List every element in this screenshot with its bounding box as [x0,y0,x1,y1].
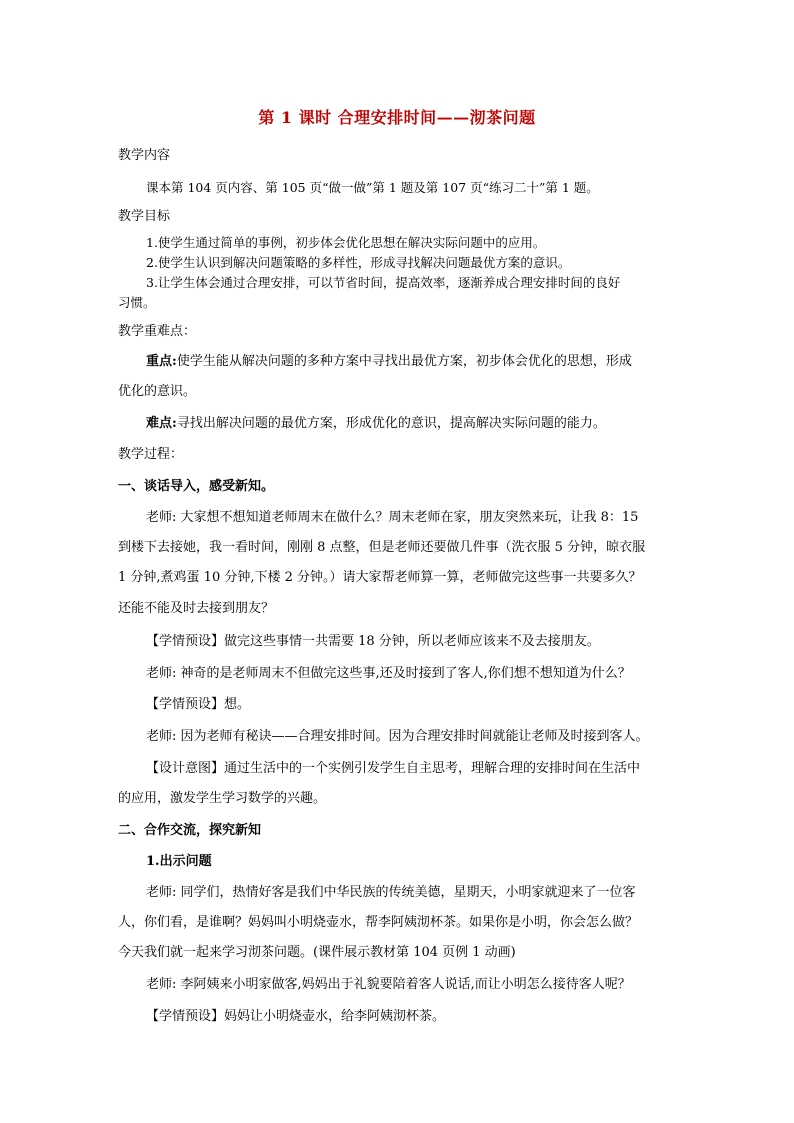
section-heading-goals: 教学目标 [118,209,171,224]
content-text: 课本第 104 页内容、第 105 页“做一做”第 1 题及第 107 页“练习二十”第 1 题。 [146,180,599,195]
part1-heading: 一、谈话导入，感受新知。 [118,479,275,494]
paragraph-line: 【设计意图】通过生活中的一个实例引发学生自主思考，理解合理的安排时间在生活中 [146,761,641,776]
difficulty-label: 难点: [146,416,177,431]
paragraph-line: 1 分钟,煮鸡蛋 10 分钟,下楼 2 分钟。）请大家帮老师算一算，老师做完这些事一共要多久？ [118,570,642,585]
goal-item-3-cont: 习惯。 [118,295,156,310]
paragraph-line: 老师: 李阿姨来小明家做客,妈妈出于礼貌要陪着客人说话,而让小明怎么接待客人呢？ [146,977,631,992]
key-point-text-cont: 优化的意识。 [118,384,197,399]
paragraph-line: 【学情预设】做完这些事情一共需要 18 分钟，所以老师应该来不及去接朋友。 [146,634,600,649]
section-heading-key: 教学重难点： [118,324,197,339]
paragraph-line: 老师: 因为老师有秘诀——合理安排时间。因为合理安排时间就能让老师及时接到客人。 [146,729,649,744]
paragraph-line: 老师: 大家想不想知道老师周末在做什么？周末老师在家，朋友突然来玩，让我 8：15 [146,510,639,525]
paragraph-line: 【学情预设】妈妈让小明烧壶水，给李阿姨沏杯茶。 [146,1009,446,1024]
part2-sub-heading: 1.出示问题 [146,854,212,869]
goal-item-1: 1.使学生通过简单的事例，初步体会优化思想在解决实际问题中的应用。 [146,235,546,250]
section-heading-process: 教学过程： [118,447,184,462]
paragraph-line: 老师: 同学们，热情好客是我们中华民族的传统美德，星期天，小明家就迎来了一位客 [146,885,636,900]
difficulty-text: 寻找出解决问题的最优方案，形成优化的意识，提高解决实际问题的能力。 [176,416,606,431]
paragraph-line: 还能不能及时去接到朋友？ [118,601,275,616]
part2-heading: 二、合作交流，探究新知 [118,823,262,838]
difficulty-line [146,414,678,434]
paragraph-line: 到楼下去接她，我一看时间，刚刚 8 点整，但是老师还要做几件事（洗衣服 5 分钟，晾衣服 [118,540,646,555]
paragraph-line: 人，你们看，是谁啊？妈妈叫小明烧壶水，帮李阿姨沏杯茶。如果你是小明，你会怎么做？ [118,915,639,930]
paragraph-line: 【学情预设】想。 [146,697,251,712]
section-heading-content: 教学内容 [118,148,171,163]
key-point-label: 重点: [146,354,177,369]
paragraph-line: 今天我们就一起来学习沏茶问题。(课件展示教材第 104 页例 1 动画) [118,945,516,960]
page-title: 第 1 课时 合理安排时间——沏茶问题 [258,108,536,127]
paragraph-line: 老师: 神奇的是老师周末不但做完这些事,还及时接到了客人,你们想不想知道为什么？ [146,666,631,681]
paragraph-line: 的应用，激发学生学习数学的兴趣。 [118,791,327,806]
key-point-line [146,352,678,372]
goal-item-2: 2.使学生认识到解决问题策略的多样性，形成寻找解决问题最优方案的意识。 [146,255,571,270]
key-point-text: 使学生能从解决问题的多种方案中寻找出最优方案，初步体会优化的思想，形成 [176,354,632,369]
goal-item-3: 3.让学生体会通过合理安排，可以节省时间，提高效率，逐渐养成合理安排时间的良好 [146,275,621,290]
